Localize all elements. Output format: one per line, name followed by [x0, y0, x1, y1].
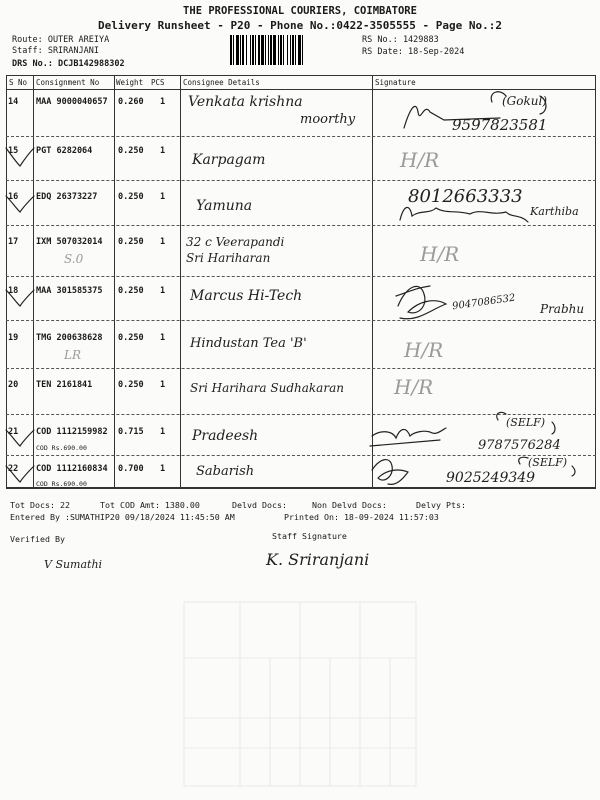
route-label: Route: OUTER AREIYA — [12, 35, 110, 45]
consignee-handwriting: Karpagam — [192, 152, 266, 168]
delivery-points: Delvy Pts: — [416, 500, 466, 510]
signature-hr: H/R — [400, 148, 440, 172]
signature-phone: 9787576284 — [478, 438, 561, 453]
signature-phone: 9025249349 — [446, 470, 536, 486]
row-consignment: TMG 200638628 — [36, 333, 103, 343]
signature-phone: 9597823581 — [452, 116, 548, 134]
total-docs: Tot Docs: 22 — [10, 500, 70, 510]
non-delivered-docs: Non Delvd Docs: — [312, 500, 387, 510]
rs-number: RS No.: 1429883 — [362, 35, 439, 45]
row-consignment: COD 1112160834 — [36, 464, 108, 474]
row-weight: 0.715 — [118, 427, 144, 437]
row-weight: 0.250 — [118, 333, 144, 343]
row-sno: 15 — [8, 146, 19, 156]
row-pcs: 1 — [160, 146, 166, 156]
row-pcs: 1 — [160, 237, 166, 247]
row-sno: 16 — [8, 192, 19, 202]
row-sno: 19 — [8, 333, 19, 343]
row-sno: 20 — [8, 380, 19, 390]
row-pcs: 1 — [160, 286, 166, 296]
row-sno: 17 — [8, 237, 19, 247]
row-consignment: MAA 9000040657 — [36, 97, 108, 107]
printed-on: Printed On: 18-09-2024 11:57:03 — [284, 512, 439, 522]
row-consignment: EDQ 26373227 — [36, 192, 98, 202]
row-pcs: 1 — [160, 464, 166, 474]
bleed-through-ghost — [180, 598, 420, 790]
row-consignment: COD 1112159982 — [36, 427, 108, 437]
company-title: THE PROFESSIONAL COURIERS, COIMBATORE — [183, 5, 417, 17]
row-weight: 0.700 — [118, 464, 144, 474]
delivered-docs: Delvd Docs: — [232, 500, 287, 510]
signature-name: Karthiba — [530, 205, 579, 218]
col-header-consignment: Consignment No — [36, 78, 100, 87]
staff-signature: K. Sriranjani — [266, 550, 370, 569]
row-consignment: IXM 507032014 — [36, 237, 103, 247]
staff-label: Staff: SRIRANJANI — [12, 46, 99, 56]
consignee-handwriting: Yamuna — [196, 198, 253, 214]
consignee-handwriting: 32 c Veerapandi — [186, 235, 285, 249]
row-pcs: 1 — [160, 333, 166, 343]
row-weight: 0.250 — [118, 237, 144, 247]
row-weight: 0.250 — [118, 146, 144, 156]
col-header-consignee: Consignee Details — [183, 78, 260, 87]
verifier-signature: V Sumathi — [44, 558, 103, 571]
signature-phone: 9047086532 — [451, 292, 517, 313]
pencil-note: S.0 — [64, 252, 84, 266]
staff-signature-label: Staff Signature — [272, 531, 347, 541]
row-sno: 21 — [8, 427, 19, 437]
signature-hr: H/R — [404, 338, 444, 362]
row-sno: 22 — [8, 464, 19, 474]
consignee-handwriting: Sri Hariharan — [186, 251, 271, 265]
row-pcs: 1 — [160, 427, 166, 437]
consignee-handwriting: Sri Harihara Sudhakaran — [190, 381, 344, 395]
row-consignment: MAA 301585375 — [36, 286, 103, 296]
signature-note: (SELF) — [528, 456, 568, 469]
col-header-sno: S No — [9, 78, 28, 87]
signature-note: (Gokul) — [502, 94, 548, 108]
row-pcs: 1 — [160, 192, 166, 202]
col-header-pcs: PCS — [151, 78, 165, 87]
pencil-note: LR — [64, 348, 82, 362]
row-pcs: 1 — [160, 97, 166, 107]
verified-by-label: Verified By — [10, 534, 65, 544]
signature-hr: H/R — [394, 375, 434, 399]
row-weight: 0.250 — [118, 286, 144, 296]
row-sno: 18 — [8, 286, 19, 296]
row-weight: 0.250 — [118, 380, 144, 390]
col-header-weight: Weight — [116, 78, 144, 87]
cod-amount: COD Rs.690.00 — [36, 480, 87, 488]
consignee-handwriting: Marcus Hi-Tech — [190, 288, 303, 304]
drs-number: DRS No.: DCJB142988302 — [12, 59, 125, 69]
row-consignment: PGT 6282064 — [36, 146, 93, 156]
row-weight: 0.260 — [118, 97, 144, 107]
col-header-signature: Signature — [375, 78, 416, 87]
rs-date: RS Date: 18-Sep-2024 — [362, 47, 465, 57]
entered-by: Entered By :SUMATHIP20 09/18/2024 11:45:50 AM — [10, 512, 235, 522]
row-sno: 14 — [8, 97, 19, 107]
row-pcs: 1 — [160, 380, 166, 390]
row-weight: 0.250 — [118, 192, 144, 202]
consignee-handwriting: Pradeesh — [192, 428, 259, 444]
signature-hr: H/R — [420, 242, 460, 266]
signature-phone: 8012663333 — [408, 186, 523, 207]
consignee-handwriting: Venkata krishna — [188, 94, 303, 110]
consignee-handwriting: Sabarish — [196, 464, 255, 479]
signature-note: (SELF) — [506, 416, 546, 429]
consignee-handwriting: Hindustan Tea 'B' — [190, 336, 307, 351]
row-consignment: TEN 2161841 — [36, 380, 93, 390]
total-cod-amount: Tot COD Amt: 1380.00 — [100, 500, 200, 510]
runsheet-subtitle: Delivery Runsheet - P20 - Phone No.:0422-3505555 - Page No.:2 — [98, 19, 502, 32]
signature-name: Prabhu — [540, 302, 585, 316]
consignee-handwriting: moorthy — [300, 112, 356, 127]
cod-amount: COD Rs.690.00 — [36, 444, 87, 452]
